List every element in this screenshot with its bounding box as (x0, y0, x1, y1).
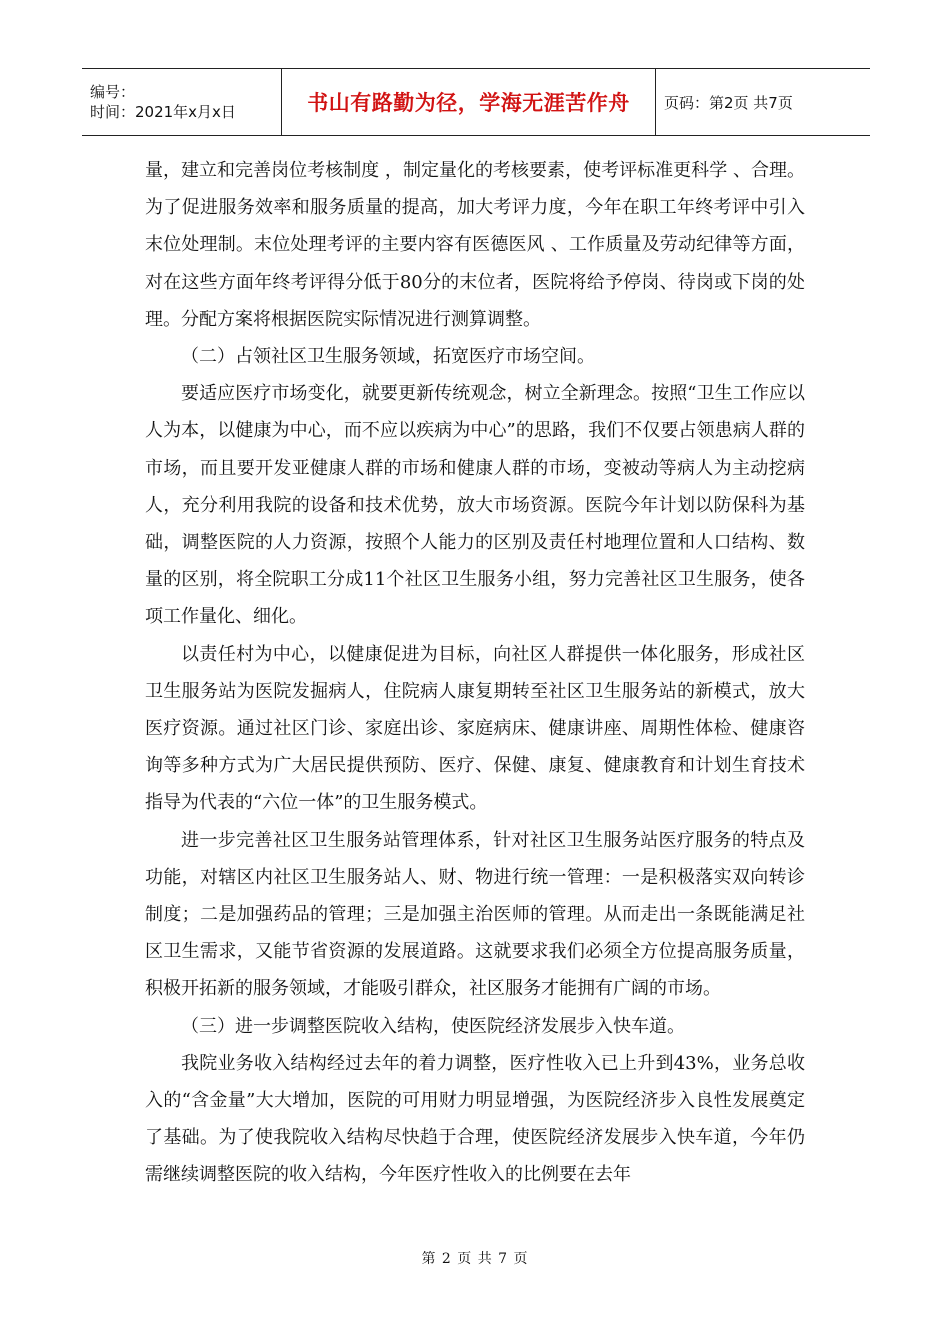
body-paragraph: 以责任村为中心，以健康促进为目标，向社区人群提供一体化服务，形成社区卫生服务站为医院发掘病人，住院病人康复期转至社区卫生服务站的新模式，放大医疗资源。通过社区门诊、家庭出诊、家庭病床、健康讲座、周期性体检、健康咨询等多种方式为广大居民提供预防、医疗、保健、康复、健康教育和计划生育技术指导为代表的“六位一体”的卫生服务模式。 (145, 643, 805, 814)
page-footer: 第 2 页 共 7 页 (421, 1251, 529, 1267)
header-page-info: 页码：第2页 共7页 (664, 93, 793, 112)
document-number-label: 编号： (90, 83, 136, 101)
header-left-cell (82, 69, 282, 135)
section-heading: （三）进一步调整医院收入结构，使医院经济发展步入快车道。 (181, 1015, 685, 1037)
header-motto-cell (282, 69, 656, 135)
header-motto: 书山有路勤为径，学海无涯苦作舟 (307, 91, 630, 115)
body-paragraph: 我院业务收入结构经过去年的着力调整，医疗性收入已上升到43%，业务总收入的“含金量”大大增加，医院的可用财力明显增强，为医院经济步入良性发展奠定了基础。为了使我院收入结构尽快趋于合理，使医院经济发展步入快车道，今年仍需继续调整医院的收入结构，今年医疗性收入的比例要在去年 (145, 1052, 805, 1186)
section-heading: （二）占领社区卫生服务领域，拓宽医疗市场空间。 (181, 346, 595, 368)
body-paragraph: 进一步完善社区卫生服务站管理体系，针对社区卫生服务站医疗服务的特点及功能，对辖区内社区卫生服务站人、财、物进行统一管理：一是积极落实双向转诊制度；二是加强药品的管理；三是加强主治医师的管理。从而走出一条既能满足社区卫生需求，又能节省资源的发展道路。这就要求我们必须全方位提高服务质量，积极开拓新的服务领域，才能吸引群众，社区服务才能拥有广阔的市场。 (145, 829, 805, 1000)
document-body (145, 152, 805, 1194)
body-paragraph: 量，建立和完善岗位考核制度 ，制定量化的考核要素，使考评标准更科学 、合理。为了促进服务效率和服务质量的提高，加大考评力度，今年在职工年终考评中引入末位处理制。末位处理考评的主要内容有医德医风 、工作质量及劳动纪律等方面，对在这些方面年终考评得分低于80分的末位者，医院将给予停岗、待岗或下岗的处理。分配方案将根据医院实际情况进行测算调整。 (145, 160, 805, 330)
page-header (82, 68, 870, 136)
header-page-cell (656, 69, 870, 135)
document-date: 时间：2021年x月x日 (90, 103, 236, 121)
body-paragraph: 要适应医疗市场变化，就要更新传统观念，树立全新理念。按照“卫生工作应以人为本，以健康为中心，而不应以疾病为中心”的思路，我们不仅要占领患病人群的市场，而且要开发亚健康人群的市场和健康人群的市场，变被动等病人为主动挖病人，充分利用我院的设备和技术优势，放大市场资源。医院今年计划以防保科为基础，调整医院的人力资源，按照个人能力的区别及责任村地理位置和人口结构、数量的区别，将全院职工分成11个社区卫生服务小组，努力完善社区卫生服务，使各项工作量化、细化。 (145, 383, 805, 628)
